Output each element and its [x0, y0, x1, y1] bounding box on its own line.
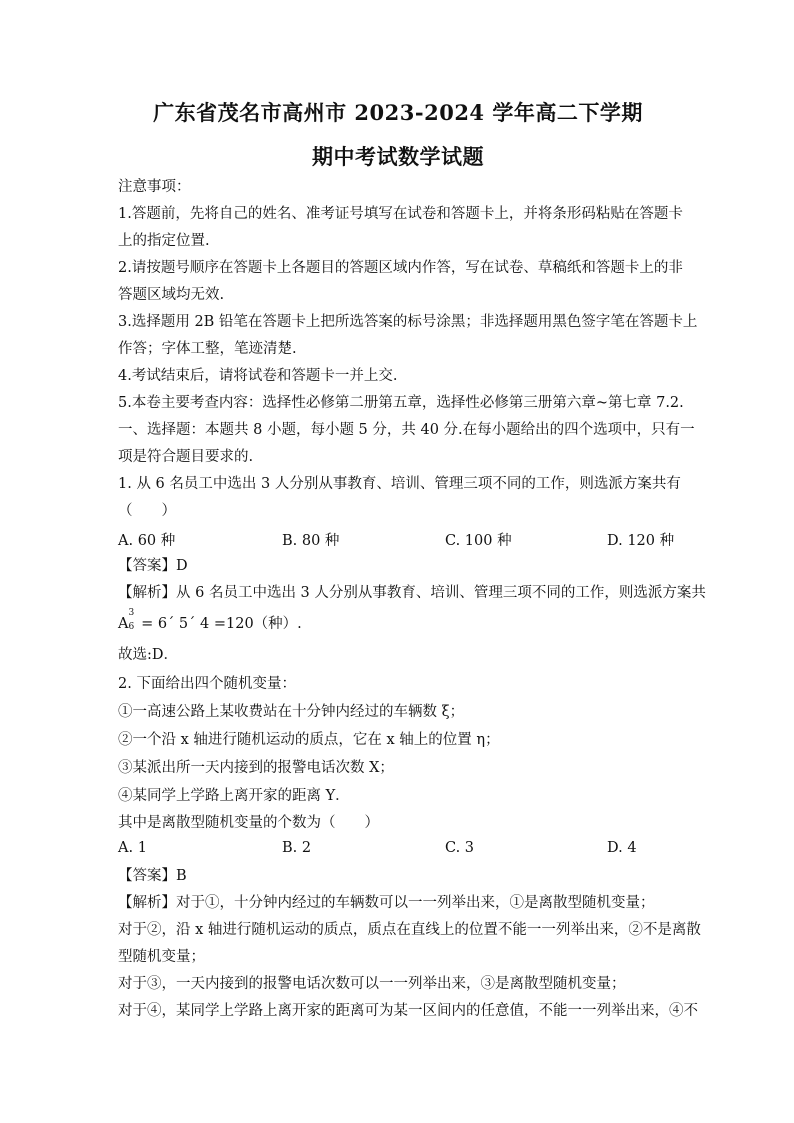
- question-1-answer: 【答案】D: [118, 558, 188, 574]
- option-c: C. 100 种: [445, 533, 512, 549]
- question-1-analysis: 【解析】从 6 名员工中选出 3 人分别从事教育、培训、管理三项不同的工作，则选派方案共: [118, 585, 706, 601]
- question-1-conclusion: 故选:D．: [118, 647, 179, 663]
- notice-line: 4.考试结束后，请将试卷和答题卡一并上交.: [118, 368, 398, 384]
- question-2-analysis: 对于②，沿 x 轴进行随机运动的质点，质点在直线上的位置不能一一列举出来，②不是离散: [118, 922, 701, 938]
- question-2-item: ②一个沿 x 轴进行随机运动的质点，它在 x 轴上的位置 η；: [118, 732, 500, 748]
- page-title: 广东省茂名市高州市 2023-2024 学年高二下学期: [153, 100, 643, 125]
- notice-line: 上的指定位置.: [118, 233, 210, 249]
- question-2-options: [118, 840, 678, 860]
- option-b: B. 2: [282, 840, 312, 856]
- question-2-item: ③某派出所一天内接到的报警电话次数 X；: [118, 760, 394, 776]
- notice-line: 1.答题前，先将自己的姓名、准考证号填写在试卷和答题卡上，并将条形码粘贴在答题卡: [118, 206, 683, 222]
- page-subtitle: 期中考试数学试题: [312, 144, 484, 169]
- question-2-question: 其中是离散型随机变量的个数为（ ）: [118, 815, 379, 831]
- permutation-symbol: A: [118, 616, 129, 632]
- question-2-item: ④某同学上学路上离开家的距离 Y．: [118, 788, 350, 804]
- notice-line: 5.本卷主要考查内容：选择性必修第二册第五章，选择性必修第三册第六章~第七章 7.2.: [118, 395, 684, 411]
- notice-line: 2.请按题号顺序在答题卡上各题目的答题区域内作答，写在试卷、草稿纸和答题卡上的非: [118, 260, 683, 276]
- permutation-sub: 6: [128, 622, 135, 632]
- option-c: C. 3: [445, 840, 475, 856]
- formula-result: = 6´ 5´ 4 =120（种）.: [136, 616, 302, 632]
- question-2-analysis: 对于③，一天内接到的报警电话次数可以一一列举出来，③是离散型随机变量；: [118, 976, 626, 992]
- question-1-blank: （ ）: [118, 503, 176, 519]
- question-2-analysis: 对于④，某同学上学路上离开家的距离可为某一区间内的任意值，不能一一列举出来，④不: [118, 1003, 698, 1019]
- question-1-options: [118, 529, 678, 549]
- section-heading: 一、选择题：本题共 8 小题，每小题 5 分，共 40 分.在每小题给出的四个选项中，只有一: [118, 422, 695, 438]
- permutation-sup: 3: [128, 608, 135, 618]
- permutation-formula: [118, 608, 302, 633]
- question-2-analysis: 型随机变量；: [118, 949, 205, 965]
- option-d: D. 120 种: [607, 533, 675, 549]
- option-b: B. 80 种: [282, 533, 340, 549]
- question-2-analysis: 【解析】对于①，十分钟内经过的车辆数可以一一列举出来，①是离散型随机变量；: [118, 895, 655, 911]
- option-a: A. 60 种: [118, 533, 176, 549]
- notice-line: 答题区域均无效.: [118, 287, 225, 303]
- question-2-stem: 2. 下面给出四个随机变量：: [118, 676, 296, 692]
- question-2-answer: 【答案】B: [118, 868, 187, 884]
- section-heading-cont: 项是符合题目要求的.: [118, 449, 254, 465]
- question-2-item: ①一高速公路上某收费站在十分钟内经过的车辆数 ξ；: [118, 704, 465, 720]
- option-a: A. 1: [118, 840, 147, 856]
- notice-line: 3.选择题用 2B 铅笔在答题卡上把所选答案的标号涂黑；非选择题用黑色签字笔在答题卡上: [118, 314, 698, 330]
- notice-heading: 注意事项：: [118, 179, 191, 195]
- option-d: D. 4: [607, 840, 637, 856]
- notice-line: 作答；字体工整，笔迹清楚.: [118, 341, 297, 357]
- question-1-stem: 1. 从 6 名员工中选出 3 人分别从事教育、培训、管理三项不同的工作，则选派方案共有: [118, 476, 681, 492]
